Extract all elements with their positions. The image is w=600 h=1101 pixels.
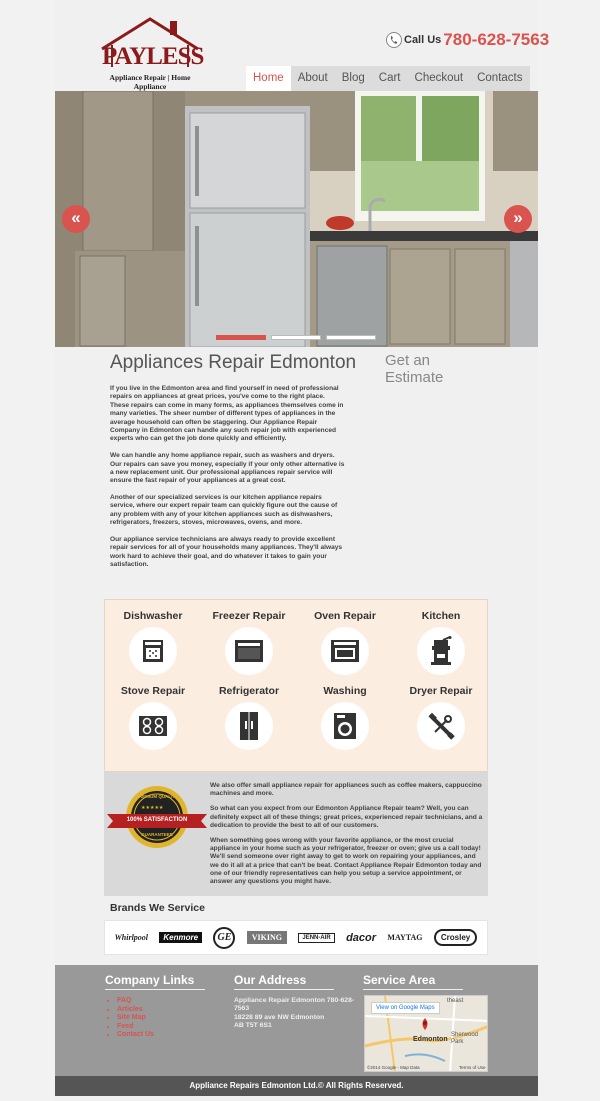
phone-number[interactable]: 780-628-7563 (443, 30, 550, 49)
map-label-northeast: theast (447, 998, 464, 1004)
footer-link-feed[interactable]: • Feed (117, 1023, 205, 1032)
quality-text (210, 782, 484, 893)
footer-area-title: Service Area (363, 973, 463, 990)
intro-paragraph: Our appliance service technicians are always ready to provide excellent repair services for all of your households many appliances. They'll always work hard to achieve their goal, and do whatever it takes to gain your satisfaction. (110, 535, 343, 569)
map-view-link[interactable]: View on Google Maps (371, 1002, 440, 1014)
main-nav (246, 66, 530, 91)
oven-icon (321, 627, 369, 675)
brands-title: Brands We Service (110, 902, 205, 914)
nav-about[interactable]: About (297, 72, 328, 84)
map-label-edmonton: Edmonton (413, 1036, 448, 1043)
nav-home[interactable]: Home (246, 66, 291, 91)
freezer-icon (225, 627, 273, 675)
brands-strip (104, 920, 488, 955)
washing-machine-icon (321, 702, 369, 750)
footer (55, 965, 538, 1077)
nav-contacts[interactable]: Contacts (477, 72, 523, 84)
brand-crosley-logo: Crosley (434, 929, 477, 946)
address-line: AB T5T 6S1 (234, 1022, 272, 1030)
intro-paragraph: We can handle any home appliance repair, such as washers and dryers. Our repairs can save you money, especially if your only other alternative is a new replacement unit. Our professional appliances repair service will ensure the fast repair of your appliances at a great cost. (110, 452, 345, 485)
brand-dacor-logo: dacor (346, 931, 377, 944)
service-oven[interactable] (297, 610, 393, 675)
brand-maytag-logo: MAYTAG (387, 933, 423, 942)
call-us[interactable] (386, 30, 549, 50)
phone-icon (386, 32, 402, 48)
slider-dot-3[interactable] (326, 335, 376, 340)
service-area-map[interactable] (364, 995, 488, 1072)
footer-link-sitemap[interactable]: • Site Map (117, 1014, 205, 1023)
footer-address (234, 997, 356, 1031)
badge-bottom-text: GUARANTEED (141, 832, 173, 837)
service-freezer[interactable] (201, 610, 297, 675)
service-dishwasher[interactable] (105, 610, 201, 675)
service-label: Dryer Repair (409, 685, 473, 697)
service-refrigerator[interactable] (201, 685, 297, 750)
map-terms-link[interactable]: Terms of Use (459, 1065, 486, 1070)
dishwasher-icon (129, 627, 177, 675)
slider-prev-button[interactable]: « (62, 205, 90, 233)
nav-cart[interactable]: Cart (378, 72, 401, 84)
service-dryer[interactable] (393, 685, 489, 750)
footer-link-articles[interactable]: • Articles (117, 1006, 205, 1015)
nav-blog[interactable]: Blog (341, 72, 365, 84)
service-label: Oven Repair (314, 610, 376, 622)
satisfaction-badge (107, 784, 207, 850)
quality-paragraph: When something goes wrong with your favorite appliance, or the most crucial appliance in your home such as your refrigerator, freezer or oven; give us a call today! We'll send someone over right away to get to work on repairing your appliances, and we do it all at a price that can't be beat. Contact Appliance Repair Edmonton today and one of our friendly representatives can help you setup a service appointment, or answer any questions you might have. (210, 837, 482, 886)
slider-dot-2[interactable] (271, 335, 321, 340)
badge-mid-text: 100% SATISFACTION (126, 817, 188, 823)
service-kitchen[interactable] (393, 610, 489, 675)
service-label: Dishwasher (123, 610, 183, 622)
payless-logo[interactable] (98, 15, 204, 91)
stove-icon (129, 702, 177, 750)
brand-jennair-logo: JENN-AIR (298, 933, 334, 943)
slider-dot-1[interactable] (216, 335, 266, 340)
brand-kenmore-logo: Kenmore (159, 932, 202, 943)
hero-slider (55, 91, 538, 347)
footer-links-title: Company Links (105, 973, 205, 990)
call-label: Call Us (404, 34, 442, 46)
refrigerator-icon (225, 702, 273, 750)
service-washing[interactable] (297, 685, 393, 750)
coffee-grinder-icon (417, 627, 465, 675)
copyright-bar: Appliance Repairs Edmonton Ltd.© All Rights Reserved. (55, 1076, 538, 1096)
badge-top-text: PREMIUM QUALITY (135, 794, 179, 799)
service-label: Freezer Repair (212, 610, 286, 622)
nav-checkout[interactable]: Checkout (414, 72, 464, 84)
footer-address-col (234, 973, 356, 1031)
footer-address-title: Our Address (234, 973, 334, 990)
map-label-sherwood: Sherwood Park (451, 1032, 479, 1045)
service-stove[interactable] (105, 685, 201, 750)
address-line: 18228 89 ave NW Edmonton (234, 1013, 325, 1021)
address-line: Appliance Repair Edmonton 780-628-7563 (234, 997, 355, 1013)
intro-text (110, 385, 345, 578)
services-grid (104, 599, 488, 772)
service-label: Refrigerator (218, 685, 280, 697)
quality-section (104, 772, 488, 896)
logo-subtitle: Appliance Repair | Home Appliance (109, 73, 191, 91)
footer-links-col (105, 973, 205, 1040)
quality-paragraph: So what can you expect from our Edmonton Appliance Repair team? Well, you can definitely expect all of these things; great prices, experienced repair technicians, and a dedication to provide the best to all of our customers. (210, 805, 483, 829)
slider-pagination (216, 335, 376, 340)
page-title: Appliances Repair Edmonton (110, 352, 357, 373)
service-label: Washing (323, 685, 367, 697)
kitchen-image (55, 91, 538, 347)
brand-whirlpool-logo: Whirlpool (114, 933, 149, 942)
intro-paragraph: Another of our specialized services is our kitchen appliance repairs service, where our expert repair team can quickly figure out the cause of any problem with any of your kitchen appliances such as dishwashers, refrigerators, freezers, stoves, microwaves, ovens, and more. (110, 494, 338, 527)
map-copyright: ©2014 Google - Map Data (367, 1065, 420, 1070)
estimate-title: Get an Estimate (385, 352, 444, 386)
brand-viking-logo: VIKING (247, 931, 287, 944)
tools-icon (417, 702, 465, 750)
logo-text: PAYLESS (102, 43, 204, 70)
quality-paragraph: We also offer small appliance repair for appliances such as coffee makers, cappuccino machines and more. (210, 782, 482, 798)
svg-text:★★★★★: ★★★★★ (141, 805, 164, 811)
footer-links-list (105, 997, 205, 1040)
footer-link-faq[interactable]: • FAQ (117, 997, 205, 1006)
brand-ge-logo: GE (213, 927, 235, 949)
footer-area-col (363, 973, 463, 990)
intro-paragraph: If you live in the Edmonton area and find yourself in need of professional repairs on appliances at great prices, you've come to the right place. These repairs can come in many forms, as appliances themselves come in many varieties. The sheer number of different types of appliances in the average household can often be staggering. Our Appliance Repair Company in Edmonton can handle any such repair job with experienced experts who can get the job done quickly and efficiently. (110, 385, 344, 443)
slider-next-button[interactable]: » (504, 205, 532, 233)
footer-link-contact[interactable]: • Contact Us (117, 1031, 205, 1040)
service-label: Kitchen (421, 610, 461, 622)
service-label: Stove Repair (120, 685, 186, 697)
